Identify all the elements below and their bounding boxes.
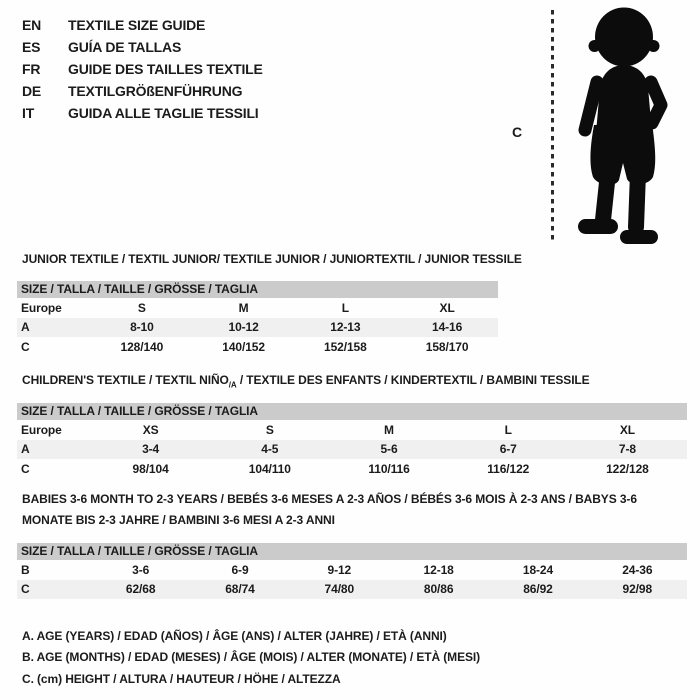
size-cell: L bbox=[341, 300, 349, 315]
size-cell: 3-4 bbox=[142, 442, 160, 457]
table-row bbox=[17, 318, 498, 338]
size-cell: 5-6 bbox=[380, 442, 398, 457]
size-cell: 8-10 bbox=[130, 320, 154, 335]
size-cell: 6-7 bbox=[499, 442, 517, 457]
size-cell: XL bbox=[619, 422, 635, 437]
title-fragment-sub: /A bbox=[228, 380, 237, 390]
legend-line-b: B. AGE (MONTHS) / EDAD (MESES) / ÂGE (MOIS) / ALTER (MONATE) / ETÀ (MESI) bbox=[22, 650, 481, 665]
title-fragment: / TEXTILE DES ENFANTS / KINDERTEXTIL / BAMBINI TESSILE bbox=[236, 373, 590, 387]
height-measure-dotted-line bbox=[551, 10, 554, 244]
legend bbox=[22, 626, 480, 690]
row-label: A bbox=[21, 442, 30, 457]
language-list bbox=[22, 14, 263, 124]
section-title-junior: JUNIOR TEXTILE / TEXTIL JUNIOR/ TEXTILE JUNIOR / JUNIORTEXTIL / JUNIOR TESSILE bbox=[22, 252, 522, 266]
language-row bbox=[22, 14, 263, 36]
row-label: A bbox=[21, 320, 30, 335]
size-cell: 80/86 bbox=[423, 582, 454, 597]
size-cell: S bbox=[137, 300, 146, 315]
language-title: TEXTILE SIZE GUIDE bbox=[68, 17, 206, 33]
legend-line-c: C. (cm) HEIGHT / ALTURA / HAUTEUR / HÖHE / ALTEZZA bbox=[22, 671, 341, 686]
language-code: EN bbox=[22, 17, 42, 33]
row-label: Europe bbox=[21, 300, 62, 315]
size-cell: 128/140 bbox=[120, 339, 164, 354]
size-cell: 10-12 bbox=[228, 320, 259, 335]
size-cell: 152/158 bbox=[324, 339, 367, 354]
size-cell: 104/110 bbox=[248, 461, 291, 476]
row-label: C bbox=[21, 339, 30, 354]
table-row bbox=[17, 459, 687, 479]
size-cell: 116/122 bbox=[487, 461, 530, 476]
size-cell: S bbox=[265, 422, 274, 437]
size-cell: 74/80 bbox=[324, 582, 355, 597]
size-cell: 140/152 bbox=[222, 339, 265, 354]
language-title: TEXTILGRÖßENFÜHRUNG bbox=[68, 83, 243, 99]
language-row bbox=[22, 36, 263, 58]
size-cell: 62/68 bbox=[125, 582, 156, 597]
title-fragment: CHILDREN'S TEXTILE / TEXTIL NIÑO bbox=[22, 373, 229, 387]
size-cell: 98/104 bbox=[132, 461, 169, 476]
language-code: DE bbox=[22, 83, 42, 99]
section-title-babies: BABIES 3-6 MONTH TO 2-3 YEARS / BEBÉS 3-6 MESES A 2-3 AÑOS / BÉBÉS 3-6 MOIS À 2-3 ANS / BABYS 3-6 MONATE BIS 2-3 JAHRE / BAMBINI 3-6 MESI A 2-3 ANNI bbox=[22, 492, 637, 527]
size-cell: 24-36 bbox=[622, 562, 653, 577]
size-cell: 12-18 bbox=[423, 562, 454, 577]
table-header: SIZE / TALLA / TAILLE / GRÖSSE / TAGLIA bbox=[17, 543, 687, 560]
table-header: SIZE / TALLA / TAILLE / GRÖSSE / TAGLIA bbox=[17, 281, 498, 298]
size-cell: 86/92 bbox=[523, 582, 553, 597]
junior-size-table bbox=[17, 281, 498, 357]
size-cell: 12-13 bbox=[330, 320, 361, 335]
language-title: GUIDA ALLE TAGLIE TESSILI bbox=[68, 105, 259, 121]
row-label: C bbox=[21, 582, 30, 597]
language-row bbox=[22, 102, 263, 124]
size-cell: 4-5 bbox=[261, 442, 279, 457]
size-cell: 9-12 bbox=[327, 562, 352, 577]
table-row bbox=[17, 337, 498, 357]
size-cell: 122/128 bbox=[606, 461, 649, 476]
size-cell: 18-24 bbox=[522, 562, 554, 577]
size-cell: M bbox=[384, 422, 394, 437]
legend-line-a: A. AGE (YEARS) / EDAD (AÑOS) / ÂGE (ANS) / ALTER (JAHRE) / ETÀ (ANNI) bbox=[22, 629, 447, 643]
language-row bbox=[22, 80, 263, 102]
size-cell: L bbox=[504, 422, 512, 437]
table-row bbox=[17, 440, 687, 460]
size-cell: 68/74 bbox=[225, 582, 255, 597]
language-row bbox=[22, 58, 263, 80]
size-cell: 110/116 bbox=[368, 461, 410, 476]
size-cell: 7-8 bbox=[618, 442, 636, 457]
table-row bbox=[17, 298, 498, 318]
language-code: ES bbox=[22, 39, 41, 55]
height-measure-label: C bbox=[512, 124, 523, 140]
section-title-children bbox=[22, 373, 590, 389]
table-row bbox=[17, 420, 687, 440]
size-cell: 14-16 bbox=[432, 320, 463, 335]
size-cell: XS bbox=[142, 422, 159, 437]
table-row bbox=[17, 580, 687, 600]
size-cell: XL bbox=[439, 300, 455, 315]
language-code: IT bbox=[22, 105, 35, 121]
size-cell: 6-9 bbox=[231, 562, 249, 577]
size-cell: 92/98 bbox=[622, 582, 653, 597]
toddler-silhouette-icon bbox=[559, 5, 685, 248]
row-label: Europe bbox=[21, 422, 62, 437]
language-title: GUIDE DES TAILLES TEXTILE bbox=[68, 61, 263, 77]
row-label: C bbox=[21, 461, 30, 476]
size-cell: 158/170 bbox=[425, 339, 469, 354]
size-cell: 3-6 bbox=[132, 562, 150, 577]
table-row bbox=[17, 560, 687, 580]
size-cell: M bbox=[238, 300, 249, 315]
language-title: GUÍA DE TALLAS bbox=[68, 39, 182, 55]
table-header: SIZE / TALLA / TAILLE / GRÖSSE / TAGLIA bbox=[17, 403, 687, 420]
language-code: FR bbox=[22, 61, 41, 77]
babies-size-table bbox=[17, 543, 687, 599]
row-label: B bbox=[21, 562, 30, 577]
children-size-table bbox=[17, 403, 687, 479]
